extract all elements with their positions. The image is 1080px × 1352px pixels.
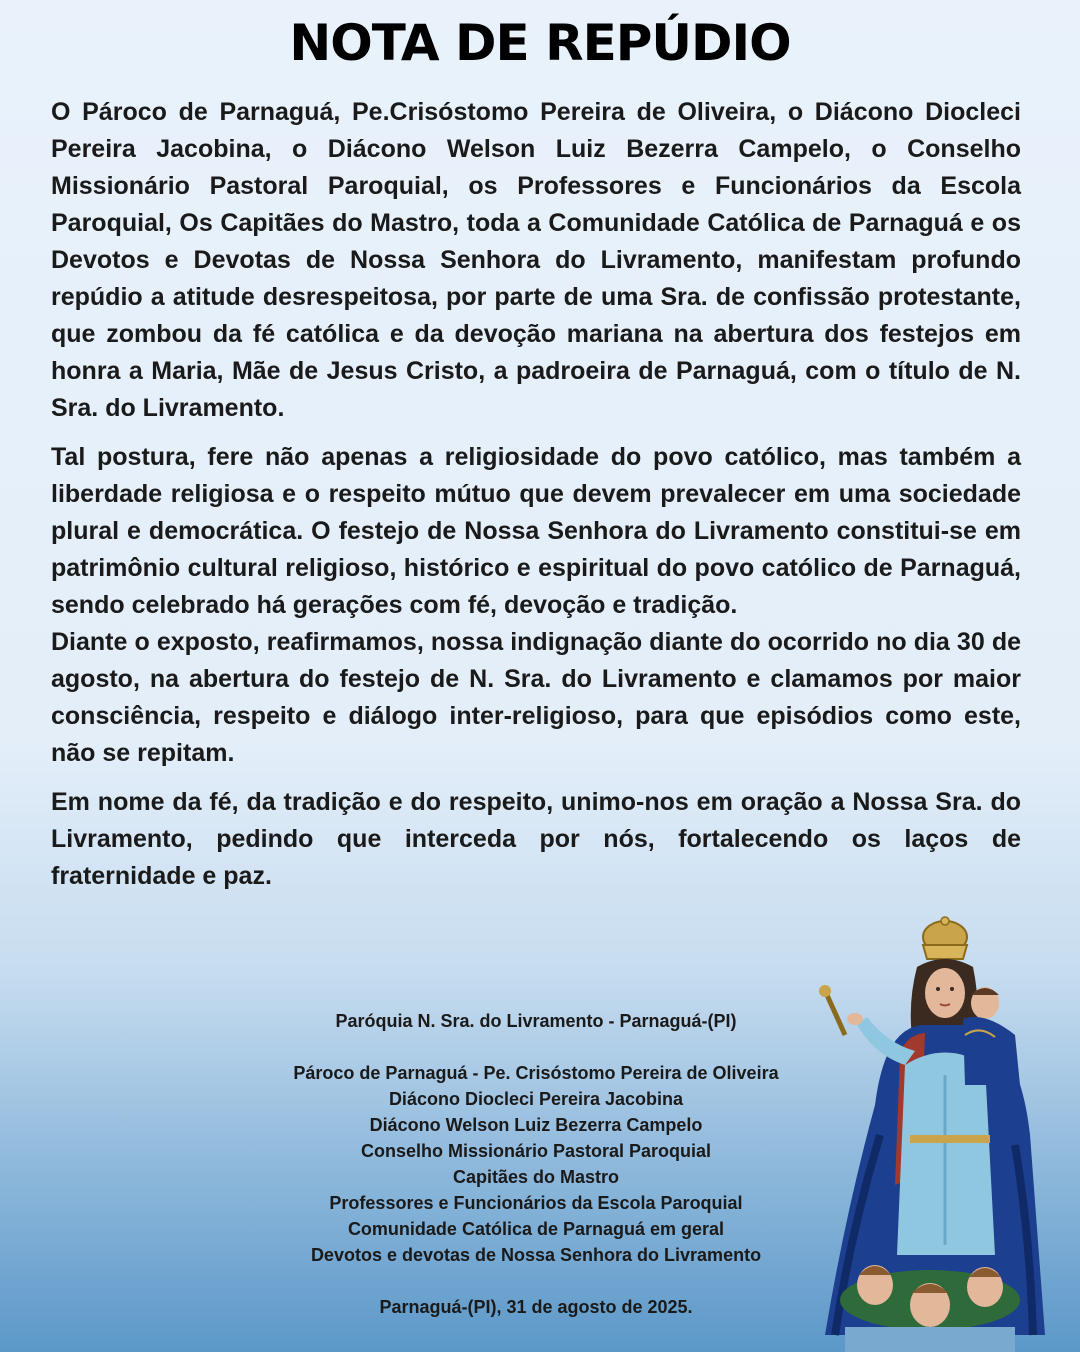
- signatory: Professores e Funcionários da Escola Paroquial: [329, 1193, 743, 1213]
- statement-body: [51, 94, 1021, 895]
- paragraph-2: Tal postura, fere não apenas a religiosidade do povo católico, mas também a liberdade religiosa e o respeito mútuo que devem prevalecer em uma sociedade plural e democrática. O festejo de Nossa Senhora do Livramento constitui-se em patrimônio cultural religioso, histórico e espiritual do povo católico de Parnaguá, sendo celebrado há gerações com fé, devoção e tradição.: [51, 443, 1021, 619]
- signature-block: [236, 1008, 836, 1320]
- crown-icon: [923, 917, 967, 959]
- signatory: Conselho Missionário Pastoral Paroquial: [360, 1141, 712, 1161]
- page-title: NOTA DE REPÚDIO: [289, 14, 791, 72]
- paragraph-1: O Pároco de Parnaguá, Pe.Crisóstomo Pereira de Oliveira, o Diácono Diocleci Pereira Jacobina, o Diácono Welson Luiz Bezerra Campelo, o Conselho Missionário Pastoral Paroquial, os Professores e Funcionários da Escola Paroquial, Os Capitães do Mastro, toda a Comunidade Católica de Parnaguá e os Devotos e Devotas de Nossa Senhora do Livramento, manifestam profundo repúdio a atitude desrespeitosa, por parte de uma Sra. de confissão protestante, que zombou da fé católica e da devoção mariana na abertura dos festejos em honra a Maria, Mãe de Jesus Cristo, a padroeira de Parnaguá, com o título de N. Sra. do Livramento.: [51, 98, 1021, 422]
- spacer: [236, 1034, 836, 1060]
- paragraph-4: Em nome da fé, da tradição e do respeito, unimo-nos em oração a Nossa Sra. do Livramento, pedindo que interceda por nós, fortalecendo os laços de fraternidade e paz.: [51, 788, 1021, 890]
- signatory: Devotos e devotas de Nossa Senhora do Livramento: [310, 1245, 762, 1265]
- signatory: Comunidade Católica de Parnaguá em geral: [347, 1219, 725, 1239]
- statue-image: [805, 915, 1055, 1352]
- place-date: Parnaguá-(PI), 31 de agosto de 2025.: [379, 1297, 693, 1317]
- signatory: Diácono Diocleci Pereira Jacobina: [388, 1089, 684, 1109]
- spacer: [236, 1268, 836, 1294]
- signatory: Diácono Welson Luiz Bezerra Campelo: [369, 1115, 703, 1135]
- paragraph-3: Diante o exposto, reafirmamos, nossa indignação diante do ocorrido no dia 30 de agosto, na abertura do festejo de N. Sra. do Livramento e clamamos por maior consciência, respeito e diálogo inter-religioso, para que episódios como este, não se repitam.: [51, 628, 1021, 767]
- signatory: Capitães do Mastro: [452, 1167, 620, 1187]
- parish-name: Paróquia N. Sra. do Livramento - Parnaguá-(PI): [335, 1011, 737, 1031]
- signatory: Pároco de Parnaguá - Pe. Crisóstomo Pereira de Oliveira: [293, 1063, 779, 1083]
